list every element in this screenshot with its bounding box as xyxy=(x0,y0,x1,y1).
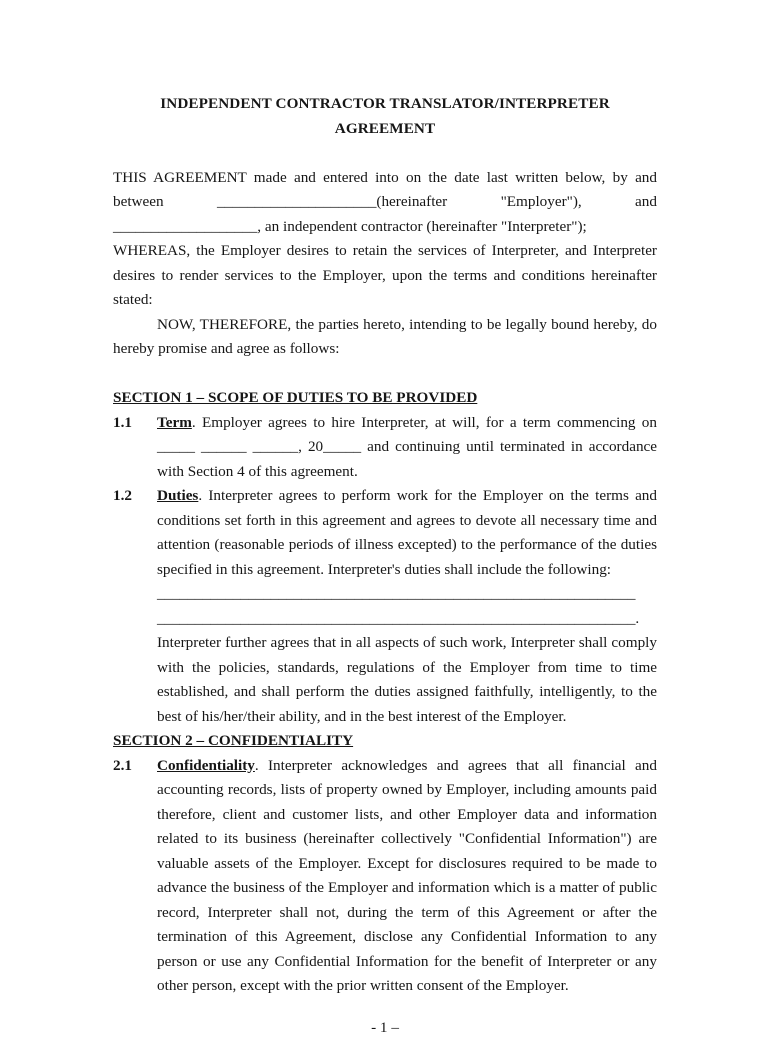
clause-1-2-number: 1.2 xyxy=(113,484,132,509)
section-1-heading: SECTION 1 – SCOPE OF DUTIES TO BE PROVIDED xyxy=(113,386,657,411)
clause-1-1-number: 1.1 xyxy=(113,411,132,436)
clause-1-2 xyxy=(113,484,657,582)
clause-1-1-label: Term xyxy=(157,414,192,431)
duties-fill-in-line-1[interactable]: _______________________________________________________________ xyxy=(157,585,635,602)
clause-2-1-number: 2.1 xyxy=(113,754,132,779)
clause-2-1-label: Confidentiality xyxy=(157,757,255,774)
opening-text-between: (hereinafter "Employer"), and xyxy=(376,193,657,210)
clause-1-2-body: . Interpreter agrees to perform work for the Employer on the terms and conditions set forth in this agreement and agrees to devote all necessary time and attention (reasonable periods of illness excepted) to the performance of the duties specified in this agreement. Interpreter's duties shall include the following: xyxy=(157,487,657,578)
interpreter-name-blank[interactable]: ___________________ xyxy=(113,218,257,235)
duties-fill-in-line-2[interactable]: _______________________________________________________________ xyxy=(157,610,635,627)
clause-1-1-text-before-date: . Employer agrees to hire Interpreter, at will, for a term commencing on xyxy=(192,414,657,431)
opening-text-before-employer: THIS AGREEMENT made and entered into on the date last written below, by and between xyxy=(113,169,657,211)
commencement-date-blank[interactable]: _____ ______ ______ xyxy=(157,438,298,455)
opening-paragraph xyxy=(113,166,657,240)
duties-blank-row-1 xyxy=(113,582,657,607)
clause-1-1-year-prefix: , 20 xyxy=(298,438,323,455)
section-2-heading: SECTION 2 – CONFIDENTIALITY xyxy=(113,729,657,754)
duties-blank-row-2 xyxy=(113,607,657,632)
clause-1-1 xyxy=(113,411,657,485)
opening-text-after: , an independent contractor (hereinafter "Interpreter"); xyxy=(257,218,586,235)
employer-name-blank[interactable]: _____________________ xyxy=(217,193,376,210)
clause-1-2-continuation: Interpreter further agrees that in all aspects of such work, Interpreter shall comply with the policies, standards, regulations of the Employer from time to time established, and shall perform the duties assigned faithfully, intelligently, to the best of his/her/their ability, and in the best interest of the Employer. xyxy=(113,631,657,729)
now-therefore-clause: NOW, THEREFORE, the parties hereto, intending to be legally bound hereby, do hereby promise and agree as follows: xyxy=(113,313,657,362)
whereas-clause: WHEREAS, the Employer desires to retain the services of Interpreter, and Interpreter desires to render services to the Employer, upon the terms and conditions hereinafter stated: xyxy=(113,239,657,313)
clause-1-1-text-after: and continuing until terminated in accordance with Section 4 of this agreement. xyxy=(157,438,657,480)
duties-line-2-period: . xyxy=(635,610,639,627)
clause-2-1-body: . Interpreter acknowledges and agrees that all financial and accounting records, lists of property owned by Employer, including amounts paid therefore, client and customer lists, and other Employer data and information related to its business (hereinafter collectively "Confidential Information") are valuable assets of the Employer. Except for disclosures required to be made to advance the business of the Employer and information which is a matter of public record, Interpreter shall not, during the term of this Agreement or after the termination of this Agreement, disclose any Confidential Information to any person or use any Confidential Information for the benefit of Interpreter or any other person, except with the prior written consent of the Employer. xyxy=(157,757,657,995)
document-title: INDEPENDENT CONTRACTOR TRANSLATOR/INTERPRETER AGREEMENT xyxy=(113,92,657,141)
commencement-year-blank[interactable]: _____ xyxy=(323,438,361,455)
clause-1-2-label: Duties xyxy=(157,487,198,504)
clause-2-1 xyxy=(113,754,657,999)
page-number: - 1 – xyxy=(113,1016,657,1040)
